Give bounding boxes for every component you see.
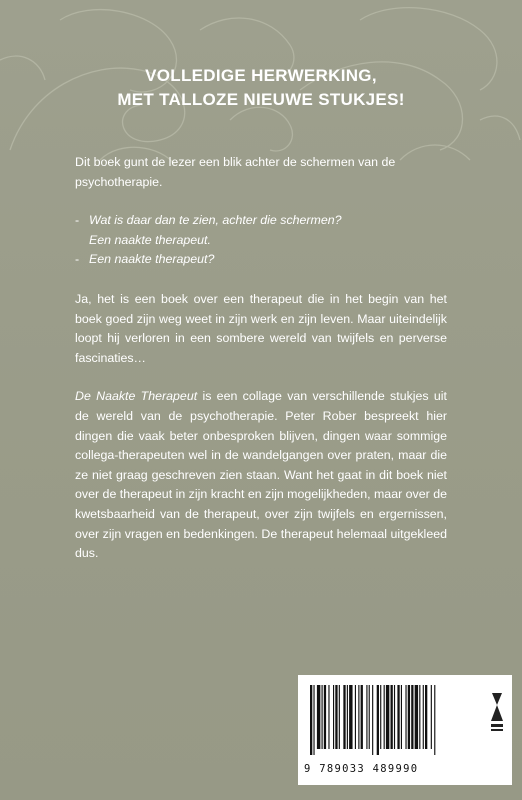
barcode-bar <box>324 685 326 749</box>
list-dash: - <box>75 213 80 228</box>
list-item-text: Een naakte therapeut. <box>89 232 211 247</box>
barcode-bar <box>423 685 424 749</box>
list-dash: - <box>75 252 80 267</box>
barcode-bar <box>343 685 345 749</box>
barcode <box>308 685 486 755</box>
barcode-bar <box>358 685 359 749</box>
publisher-logo-icon <box>488 691 506 733</box>
barcode-bar <box>425 685 427 749</box>
list-item-text: Wat is daar dan te zien, achter die schermen? <box>89 213 342 228</box>
barcode-bar <box>372 685 373 755</box>
headline-line-2: MET TALLOZE NIEUWE STUKJES! <box>117 90 405 109</box>
list-item <box>75 250 447 270</box>
barcode-bar <box>310 685 312 755</box>
barcode-bar <box>317 685 320 749</box>
barcode-bar <box>361 685 363 749</box>
barcode-bar <box>434 685 435 755</box>
barcode-bar <box>397 685 399 749</box>
barcode-bar <box>347 685 348 749</box>
intro-paragraph: Dit boek gunt de lezer een blik achter de schermen van de psychotherapie. <box>75 155 396 189</box>
barcode-bar <box>322 685 323 749</box>
isbn-number: 9 789033 489990 <box>304 763 419 775</box>
blurb <box>75 153 447 583</box>
barcode-bar <box>355 685 356 749</box>
headline-line-1: VOLLEDIGE HERWERKING, <box>145 66 377 85</box>
barcode-bar <box>328 685 329 749</box>
barcode-bar <box>366 685 367 749</box>
book-title-italic: De Naakte Therapeut <box>75 389 198 404</box>
barcode-bar <box>419 685 420 749</box>
question-list <box>75 211 447 270</box>
headline <box>0 64 522 112</box>
barcode-bar <box>431 685 432 749</box>
barcode-bar <box>377 685 379 755</box>
barcode-bar <box>401 685 402 749</box>
barcode-bar <box>405 685 406 749</box>
barcode-bar <box>391 685 393 749</box>
barcode-bar <box>349 685 352 749</box>
barcode-area <box>298 675 512 785</box>
list-item <box>75 211 447 250</box>
barcode-bar <box>335 685 337 749</box>
paragraph-2: Ja, het is een boek over een therapeut die in het begin van het boek goed zijn weg weet in zijn werk en zijn leven. Maar uiteindelijk loopt hij verloren in een sombere wereld van twijfels en perverse fascinaties… <box>75 291 447 365</box>
barcode-bar <box>415 685 418 749</box>
paragraph-3 <box>75 387 447 563</box>
barcode-bar <box>386 685 389 749</box>
barcode-bar <box>408 685 410 749</box>
barcode-bar <box>339 685 340 749</box>
barcode-bar <box>313 685 314 755</box>
barcode-bar <box>384 685 385 749</box>
barcode-bar <box>394 685 395 749</box>
list-item-text: Een naakte therapeut? <box>89 252 215 267</box>
barcode-bar <box>380 685 381 749</box>
paragraph-3-text: is een collage van verschillende stukjes uit de wereld van de psychotherapie. Peter Rober bespreekt hier dingen die vaak beter onbesproken blijven, dingen waar sommige collega-therapeuten wel in de wandelgangen over praten, maar die ze niet graag geschreven zien staan. Want het gaat in dit boek niet over de therapeut in zijn kracht en zijn mogelijkheden, maar over de kwetsbaarheid van de therapeut, over zijn twijfels en ergernissen, over zijn vragen en bedenkingen. De therapeut helemaal uitgekleed dus. <box>75 389 447 561</box>
barcode-bar <box>411 685 413 749</box>
barcode-bar <box>333 685 334 749</box>
barcode-bar <box>369 685 370 749</box>
